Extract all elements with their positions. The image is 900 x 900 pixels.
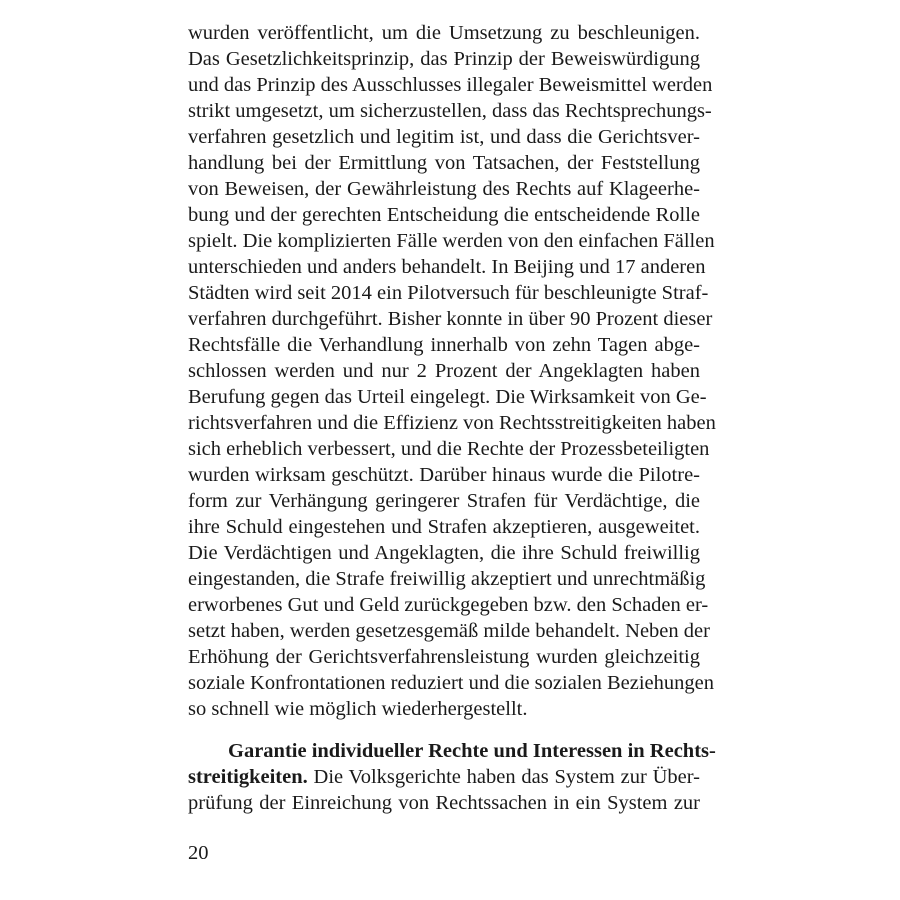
- text-line: verfahren gesetzlich und legitim ist, und dass die Gerichtsver-: [188, 126, 700, 148]
- text-line: richtsverfahren und die Effizienz von Rechtsstreitigkeiten haben: [188, 412, 716, 434]
- text-line: handlung bei der Ermittlung von Tatsachen, der Feststellung: [188, 152, 700, 174]
- text-line: setzt haben, werden gesetzesgemäß milde behandelt. Neben der: [188, 620, 710, 642]
- section-heading: Garantie individueller Rechte und Interessen in Rechts-: [228, 740, 716, 762]
- text-line: und das Prinzip des Ausschlusses illegaler Beweismittel werden: [188, 74, 713, 96]
- text-line: Berufung gegen das Urteil eingelegt. Die Wirksamkeit von Ge-: [188, 386, 707, 408]
- text-line: schlossen werden und nur 2 Prozent der Angeklagten haben: [188, 360, 700, 382]
- text-line: soziale Konfrontationen reduziert und die sozialen Beziehungen: [188, 672, 714, 694]
- text-line: [188, 764, 700, 790]
- text-line: sich erheblich verbessert, und die Rechte der Prozessbeteiligten: [188, 438, 710, 460]
- text-line-last: so schnell wie möglich wiederhergestellt.: [188, 698, 528, 720]
- text-line: eingestanden, die Strafe freiwillig akzeptiert und unrechtmäßig: [188, 568, 706, 590]
- text-line: Die Verdächtigen und Angeklagten, die ihre Schuld freiwillig: [188, 542, 700, 564]
- text-line: Rechtsfälle die Verhandlung innerhalb von zehn Tagen abge-: [188, 334, 700, 356]
- page-number: 20: [188, 842, 209, 864]
- text-line: spielt. Die komplizierten Fälle werden von den einfachen Fällen: [188, 230, 715, 252]
- text-line: strikt umgesetzt, um sicherzustellen, dass das Rechtsprechungs-: [188, 100, 712, 122]
- section-heading-end: streitigkeiten.: [188, 766, 308, 788]
- text-line: bung und der gerechten Entscheidung die entscheidende Rolle: [188, 204, 700, 226]
- text-line: wurden veröffentlicht, um die Umsetzung zu beschleunigen.: [188, 22, 700, 44]
- text-line: Erhöhung der Gerichtsverfahrensleistung wurden gleichzeitig: [188, 646, 700, 668]
- text-line: unterschieden und anders behandelt. In Beijing und 17 anderen: [188, 256, 706, 278]
- text-line: Das Gesetzlichkeitsprinzip, das Prinzip der Beweiswürdigung: [188, 48, 700, 70]
- text-line: wurden wirksam geschützt. Darüber hinaus wurde die Pilotre-: [188, 464, 700, 486]
- text-line: verfahren durchgeführt. Bisher konnte in über 90 Prozent dieser: [188, 308, 713, 330]
- text-line: form zur Verhängung geringerer Strafen für Verdächtige, die: [188, 490, 700, 512]
- text-line: ihre Schuld eingestehen und Strafen akzeptieren, ausgeweitet.: [188, 516, 700, 538]
- text-line: von Beweisen, der Gewährleistung des Rechts auf Klageerhe-: [188, 178, 700, 200]
- text-line: Städten wird seit 2014 ein Pilotversuch für beschleunigte Straf-: [188, 282, 709, 304]
- text-line: erworbenes Gut und Geld zurückgegeben bzw. den Schaden er-: [188, 594, 709, 616]
- text-line: prüfung der Einreichung von Rechtssachen in ein System zur: [188, 792, 700, 814]
- text-span: Die Volksgerichte haben das System zur Über-: [307, 766, 700, 788]
